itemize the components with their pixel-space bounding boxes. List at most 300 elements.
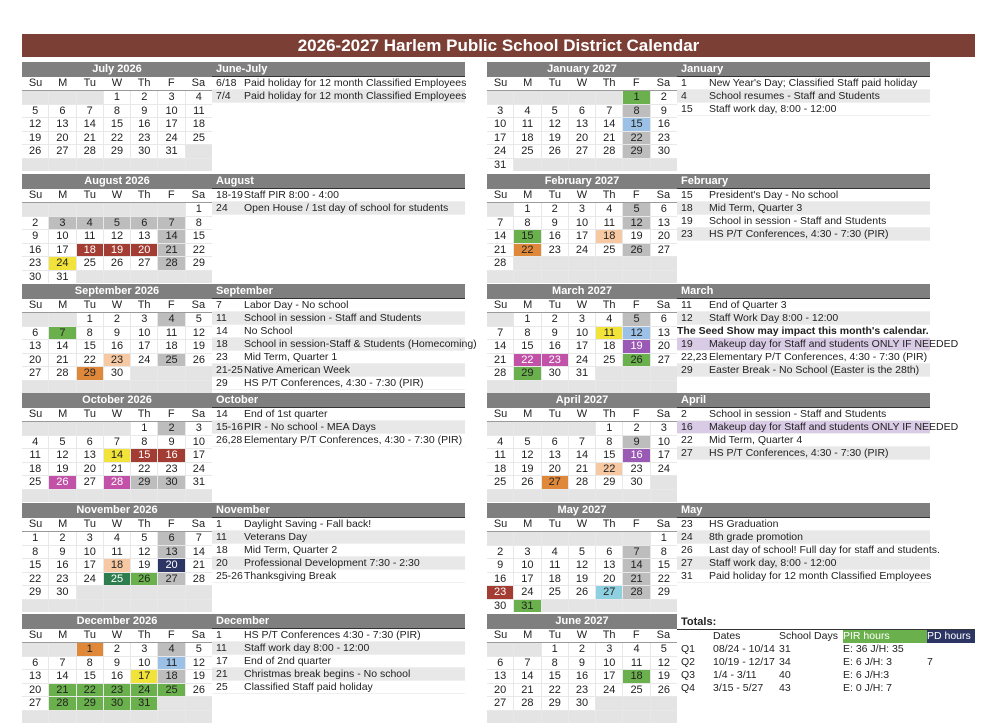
day-cell[interactable]: 4 [623, 643, 649, 656]
day-cell[interactable]: 20 [651, 340, 677, 353]
day-cell[interactable]: 19 [623, 230, 649, 243]
day-cell[interactable]: 18 [104, 559, 130, 572]
day-cell[interactable]: 20 [77, 463, 103, 476]
day-cell[interactable]: 23 [569, 684, 595, 697]
day-cell[interactable]: 31 [514, 600, 540, 613]
day-cell[interactable]: 30 [131, 145, 157, 158]
day-cell[interactable]: 14 [49, 670, 75, 683]
day-cell[interactable]: 6 [487, 657, 513, 670]
day-cell[interactable]: 16 [651, 118, 677, 131]
day-cell[interactable]: 13 [22, 670, 48, 683]
day-cell[interactable]: 1 [77, 313, 103, 326]
day-cell[interactable]: 29 [186, 257, 212, 270]
day-cell[interactable]: 26 [49, 476, 75, 489]
day-cell[interactable]: 2 [569, 643, 595, 656]
day-cell[interactable]: 25 [487, 476, 513, 489]
day-cell[interactable]: 14 [569, 449, 595, 462]
day-cell[interactable]: 20 [22, 684, 48, 697]
day-cell[interactable]: 5 [542, 105, 568, 118]
day-cell[interactable]: 11 [22, 449, 48, 462]
day-cell[interactable]: 15 [186, 230, 212, 243]
day-cell[interactable]: 12 [186, 657, 212, 670]
day-cell[interactable]: 17 [49, 244, 75, 257]
day-cell[interactable]: 2 [542, 313, 568, 326]
day-cell[interactable]: 4 [596, 313, 622, 326]
day-cell[interactable]: 3 [158, 91, 184, 104]
day-cell[interactable]: 6 [158, 532, 184, 545]
day-cell[interactable]: 25 [596, 244, 622, 257]
day-cell[interactable]: 14 [623, 559, 649, 572]
day-cell[interactable]: 10 [514, 559, 540, 572]
day-cell[interactable]: 12 [49, 449, 75, 462]
day-cell[interactable]: 18 [158, 670, 184, 683]
day-cell[interactable]: 27 [596, 586, 622, 599]
day-cell[interactable]: 25 [158, 354, 184, 367]
day-cell[interactable]: 21 [596, 132, 622, 145]
day-cell[interactable]: 28 [623, 586, 649, 599]
day-cell[interactable]: 5 [569, 546, 595, 559]
day-cell[interactable]: 31 [186, 476, 212, 489]
day-cell[interactable]: 28 [104, 476, 130, 489]
day-cell[interactable]: 27 [22, 367, 48, 380]
day-cell[interactable]: 24 [131, 684, 157, 697]
day-cell[interactable]: 28 [77, 145, 103, 158]
day-cell[interactable]: 19 [131, 559, 157, 572]
day-cell[interactable]: 26 [186, 684, 212, 697]
day-cell[interactable]: 13 [569, 118, 595, 131]
day-cell[interactable]: 12 [514, 449, 540, 462]
day-cell[interactable]: 27 [487, 697, 513, 710]
day-cell[interactable]: 19 [569, 573, 595, 586]
day-cell[interactable]: 3 [186, 422, 212, 435]
day-cell[interactable]: 16 [104, 670, 130, 683]
day-cell[interactable]: 28 [158, 257, 184, 270]
day-cell[interactable]: 2 [623, 422, 649, 435]
day-cell[interactable]: 24 [131, 354, 157, 367]
day-cell[interactable]: 17 [569, 340, 595, 353]
day-cell[interactable]: 9 [487, 559, 513, 572]
day-cell[interactable]: 14 [186, 546, 212, 559]
day-cell[interactable]: 13 [487, 670, 513, 683]
day-cell[interactable]: 21 [623, 573, 649, 586]
day-cell[interactable]: 12 [104, 230, 130, 243]
day-cell[interactable]: 11 [542, 559, 568, 572]
day-cell[interactable]: 22 [131, 463, 157, 476]
day-cell[interactable]: 4 [104, 532, 130, 545]
day-cell[interactable]: 1 [542, 643, 568, 656]
day-cell[interactable]: 5 [514, 436, 540, 449]
day-cell[interactable]: 13 [49, 118, 75, 131]
day-cell[interactable]: 11 [104, 546, 130, 559]
day-cell[interactable]: 5 [104, 217, 130, 230]
day-cell[interactable]: 11 [596, 327, 622, 340]
day-cell[interactable]: 12 [186, 327, 212, 340]
day-cell[interactable]: 17 [158, 118, 184, 131]
day-cell[interactable]: 30 [542, 367, 568, 380]
day-cell[interactable]: 21 [514, 684, 540, 697]
day-cell[interactable]: 5 [623, 313, 649, 326]
day-cell[interactable]: 7 [49, 657, 75, 670]
day-cell[interactable]: 16 [22, 244, 48, 257]
day-cell[interactable]: 21 [49, 354, 75, 367]
day-cell[interactable]: 3 [131, 643, 157, 656]
day-cell[interactable]: 15 [514, 230, 540, 243]
day-cell[interactable]: 15 [596, 449, 622, 462]
day-cell[interactable]: 22 [514, 354, 540, 367]
day-cell[interactable]: 18 [77, 244, 103, 257]
day-cell[interactable]: 31 [49, 271, 75, 284]
day-cell[interactable]: 19 [104, 244, 130, 257]
day-cell[interactable]: 14 [487, 340, 513, 353]
day-cell[interactable]: 25 [623, 684, 649, 697]
day-cell[interactable]: 10 [77, 546, 103, 559]
day-cell[interactable]: 1 [514, 203, 540, 216]
day-cell[interactable]: 20 [487, 684, 513, 697]
day-cell[interactable]: 18 [596, 340, 622, 353]
day-cell[interactable]: 2 [542, 203, 568, 216]
day-cell[interactable]: 28 [186, 573, 212, 586]
day-cell[interactable]: 14 [514, 670, 540, 683]
day-cell[interactable]: 24 [158, 132, 184, 145]
day-cell[interactable]: 25 [514, 145, 540, 158]
day-cell[interactable]: 19 [542, 132, 568, 145]
day-cell[interactable]: 6 [77, 436, 103, 449]
day-cell[interactable]: 17 [77, 559, 103, 572]
day-cell[interactable]: 8 [514, 217, 540, 230]
day-cell[interactable]: 16 [158, 449, 184, 462]
day-cell[interactable]: 17 [131, 670, 157, 683]
day-cell[interactable]: 3 [514, 546, 540, 559]
day-cell[interactable]: 10 [49, 230, 75, 243]
day-cell[interactable]: 15 [104, 118, 130, 131]
day-cell[interactable]: 3 [596, 643, 622, 656]
day-cell[interactable]: 27 [158, 573, 184, 586]
day-cell[interactable]: 2 [104, 313, 130, 326]
day-cell[interactable]: 1 [514, 313, 540, 326]
day-cell[interactable]: 28 [487, 367, 513, 380]
day-cell[interactable]: 16 [487, 573, 513, 586]
day-cell[interactable]: 6 [542, 436, 568, 449]
day-cell[interactable]: 24 [569, 354, 595, 367]
day-cell[interactable]: 11 [186, 105, 212, 118]
day-cell[interactable]: 15 [77, 340, 103, 353]
day-cell[interactable]: 14 [596, 118, 622, 131]
day-cell[interactable]: 26 [623, 244, 649, 257]
day-cell[interactable]: 7 [487, 327, 513, 340]
day-cell[interactable]: 19 [186, 670, 212, 683]
day-cell[interactable]: 17 [131, 340, 157, 353]
day-cell[interactable]: 15 [623, 118, 649, 131]
day-cell[interactable]: 13 [651, 217, 677, 230]
day-cell[interactable]: 29 [651, 586, 677, 599]
day-cell[interactable]: 22 [542, 684, 568, 697]
day-cell[interactable]: 27 [542, 476, 568, 489]
day-cell[interactable]: 16 [131, 118, 157, 131]
day-cell[interactable]: 14 [49, 340, 75, 353]
day-cell[interactable]: 30 [487, 600, 513, 613]
day-cell[interactable]: 18 [596, 230, 622, 243]
day-cell[interactable]: 1 [22, 532, 48, 545]
day-cell[interactable]: 26 [651, 684, 677, 697]
day-cell[interactable]: 31 [487, 159, 513, 172]
day-cell[interactable]: 8 [596, 436, 622, 449]
day-cell[interactable]: 23 [22, 257, 48, 270]
day-cell[interactable]: 9 [104, 327, 130, 340]
day-cell[interactable]: 22 [104, 132, 130, 145]
day-cell[interactable]: 17 [514, 573, 540, 586]
day-cell[interactable]: 16 [104, 340, 130, 353]
day-cell[interactable]: 19 [186, 340, 212, 353]
day-cell[interactable]: 20 [131, 244, 157, 257]
day-cell[interactable]: 25 [77, 257, 103, 270]
day-cell[interactable]: 12 [623, 327, 649, 340]
day-cell[interactable]: 23 [651, 132, 677, 145]
day-cell[interactable]: 9 [542, 217, 568, 230]
day-cell[interactable]: 24 [596, 684, 622, 697]
day-cell[interactable]: 29 [77, 367, 103, 380]
day-cell[interactable]: 30 [569, 697, 595, 710]
day-cell[interactable]: 23 [542, 244, 568, 257]
day-cell[interactable]: 24 [569, 244, 595, 257]
day-cell[interactable]: 30 [623, 476, 649, 489]
day-cell[interactable]: 21 [487, 354, 513, 367]
day-cell[interactable]: 30 [49, 586, 75, 599]
day-cell[interactable]: 1 [104, 91, 130, 104]
day-cell[interactable]: 20 [22, 354, 48, 367]
day-cell[interactable]: 18 [623, 670, 649, 683]
day-cell[interactable]: 11 [158, 657, 184, 670]
day-cell[interactable]: 5 [623, 203, 649, 216]
day-cell[interactable]: 17 [186, 449, 212, 462]
day-cell[interactable]: 7 [623, 546, 649, 559]
day-cell[interactable]: 1 [186, 203, 212, 216]
day-cell[interactable]: 17 [651, 449, 677, 462]
day-cell[interactable]: 16 [623, 449, 649, 462]
day-cell[interactable]: 20 [651, 230, 677, 243]
day-cell[interactable]: 15 [77, 670, 103, 683]
day-cell[interactable]: 10 [569, 217, 595, 230]
day-cell[interactable]: 29 [77, 697, 103, 710]
day-cell[interactable]: 1 [77, 643, 103, 656]
day-cell[interactable]: 26 [542, 145, 568, 158]
day-cell[interactable]: 22 [651, 573, 677, 586]
day-cell[interactable]: 25 [104, 573, 130, 586]
day-cell[interactable]: 23 [104, 354, 130, 367]
day-cell[interactable]: 23 [131, 132, 157, 145]
day-cell[interactable]: 20 [542, 463, 568, 476]
day-cell[interactable]: 25 [542, 586, 568, 599]
day-cell[interactable]: 23 [104, 684, 130, 697]
day-cell[interactable]: 17 [596, 670, 622, 683]
day-cell[interactable]: 1 [623, 91, 649, 104]
day-cell[interactable]: 20 [569, 132, 595, 145]
day-cell[interactable]: 9 [542, 327, 568, 340]
day-cell[interactable]: 24 [487, 145, 513, 158]
day-cell[interactable]: 12 [131, 546, 157, 559]
day-cell[interactable]: 21 [158, 244, 184, 257]
day-cell[interactable]: 21 [487, 244, 513, 257]
day-cell[interactable]: 2 [158, 422, 184, 435]
day-cell[interactable]: 6 [22, 657, 48, 670]
day-cell[interactable]: 7 [514, 657, 540, 670]
day-cell[interactable]: 30 [158, 476, 184, 489]
day-cell[interactable]: 8 [542, 657, 568, 670]
day-cell[interactable]: 4 [514, 105, 540, 118]
day-cell[interactable]: 22 [77, 354, 103, 367]
day-cell[interactable]: 4 [22, 436, 48, 449]
day-cell[interactable]: 2 [131, 91, 157, 104]
day-cell[interactable]: 12 [542, 118, 568, 131]
day-cell[interactable]: 20 [49, 132, 75, 145]
day-cell[interactable]: 16 [49, 559, 75, 572]
day-cell[interactable]: 22 [596, 463, 622, 476]
day-cell[interactable]: 5 [22, 105, 48, 118]
day-cell[interactable]: 22 [623, 132, 649, 145]
day-cell[interactable]: 30 [22, 271, 48, 284]
day-cell[interactable]: 10 [487, 118, 513, 131]
day-cell[interactable]: 21 [186, 559, 212, 572]
day-cell[interactable]: 6 [651, 313, 677, 326]
day-cell[interactable]: 3 [49, 217, 75, 230]
day-cell[interactable]: 5 [186, 643, 212, 656]
day-cell[interactable]: 20 [158, 559, 184, 572]
day-cell[interactable]: 8 [104, 105, 130, 118]
day-cell[interactable]: 24 [514, 586, 540, 599]
day-cell[interactable]: 27 [49, 145, 75, 158]
day-cell[interactable]: 27 [22, 697, 48, 710]
day-cell[interactable]: 26 [186, 354, 212, 367]
day-cell[interactable]: 1 [651, 532, 677, 545]
day-cell[interactable]: 21 [77, 132, 103, 145]
day-cell[interactable]: 11 [596, 217, 622, 230]
day-cell[interactable]: 12 [22, 118, 48, 131]
day-cell[interactable]: 19 [22, 132, 48, 145]
day-cell[interactable]: 7 [49, 327, 75, 340]
day-cell[interactable]: 27 [131, 257, 157, 270]
day-cell[interactable]: 14 [104, 449, 130, 462]
day-cell[interactable]: 6 [49, 105, 75, 118]
day-cell[interactable]: 8 [186, 217, 212, 230]
day-cell[interactable]: 5 [49, 436, 75, 449]
day-cell[interactable]: 11 [623, 657, 649, 670]
day-cell[interactable]: 2 [104, 643, 130, 656]
day-cell[interactable]: 15 [131, 449, 157, 462]
day-cell[interactable]: 23 [623, 463, 649, 476]
day-cell[interactable]: 16 [569, 670, 595, 683]
day-cell[interactable]: 30 [104, 697, 130, 710]
day-cell[interactable]: 29 [542, 697, 568, 710]
day-cell[interactable]: 14 [158, 230, 184, 243]
day-cell[interactable]: 26 [104, 257, 130, 270]
day-cell[interactable]: 21 [49, 684, 75, 697]
day-cell[interactable]: 4 [158, 313, 184, 326]
day-cell[interactable]: 12 [569, 559, 595, 572]
day-cell[interactable]: 5 [186, 313, 212, 326]
day-cell[interactable]: 3 [569, 203, 595, 216]
day-cell[interactable]: 19 [514, 463, 540, 476]
day-cell[interactable]: 25 [596, 354, 622, 367]
day-cell[interactable]: 26 [22, 145, 48, 158]
day-cell[interactable]: 13 [542, 449, 568, 462]
day-cell[interactable]: 20 [596, 573, 622, 586]
day-cell[interactable]: 7 [158, 217, 184, 230]
day-cell[interactable]: 15 [514, 340, 540, 353]
day-cell[interactable]: 30 [104, 367, 130, 380]
day-cell[interactable]: 13 [131, 230, 157, 243]
day-cell[interactable]: 28 [596, 145, 622, 158]
day-cell[interactable]: 25 [186, 132, 212, 145]
day-cell[interactable]: 29 [131, 476, 157, 489]
day-cell[interactable]: 25 [22, 476, 48, 489]
day-cell[interactable]: 26 [514, 476, 540, 489]
day-cell[interactable]: 4 [542, 546, 568, 559]
day-cell[interactable]: 10 [131, 327, 157, 340]
day-cell[interactable]: 26 [623, 354, 649, 367]
day-cell[interactable]: 7 [596, 105, 622, 118]
day-cell[interactable]: 8 [77, 657, 103, 670]
day-cell[interactable]: 8 [514, 327, 540, 340]
day-cell[interactable]: 27 [651, 354, 677, 367]
day-cell[interactable]: 31 [131, 697, 157, 710]
day-cell[interactable]: 4 [186, 91, 212, 104]
day-cell[interactable]: 1 [131, 422, 157, 435]
day-cell[interactable]: 28 [569, 476, 595, 489]
day-cell[interactable]: 28 [514, 697, 540, 710]
day-cell[interactable]: 24 [651, 463, 677, 476]
day-cell[interactable]: 17 [487, 132, 513, 145]
day-cell[interactable]: 23 [487, 586, 513, 599]
day-cell[interactable]: 23 [49, 573, 75, 586]
day-cell[interactable]: 15 [22, 559, 48, 572]
day-cell[interactable]: 9 [131, 105, 157, 118]
day-cell[interactable]: 3 [77, 532, 103, 545]
day-cell[interactable]: 24 [186, 463, 212, 476]
day-cell[interactable]: 7 [77, 105, 103, 118]
day-cell[interactable]: 10 [186, 436, 212, 449]
day-cell[interactable]: 10 [131, 657, 157, 670]
day-cell[interactable]: 5 [131, 532, 157, 545]
day-cell[interactable]: 26 [569, 586, 595, 599]
day-cell[interactable]: 8 [22, 546, 48, 559]
day-cell[interactable]: 29 [22, 586, 48, 599]
day-cell[interactable]: 11 [487, 449, 513, 462]
day-cell[interactable]: 19 [623, 340, 649, 353]
day-cell[interactable]: 6 [651, 203, 677, 216]
day-cell[interactable]: 16 [542, 230, 568, 243]
day-cell[interactable]: 7 [569, 436, 595, 449]
day-cell[interactable]: 12 [623, 217, 649, 230]
day-cell[interactable]: 18 [514, 132, 540, 145]
day-cell[interactable]: 26 [131, 573, 157, 586]
day-cell[interactable]: 3 [131, 313, 157, 326]
day-cell[interactable]: 23 [158, 463, 184, 476]
day-cell[interactable]: 21 [569, 463, 595, 476]
day-cell[interactable]: 30 [651, 145, 677, 158]
day-cell[interactable]: 27 [651, 244, 677, 257]
day-cell[interactable]: 27 [77, 476, 103, 489]
day-cell[interactable]: 13 [77, 449, 103, 462]
day-cell[interactable]: 9 [158, 436, 184, 449]
day-cell[interactable]: 29 [623, 145, 649, 158]
day-cell[interactable]: 19 [651, 670, 677, 683]
day-cell[interactable]: 12 [651, 657, 677, 670]
day-cell[interactable]: 9 [49, 546, 75, 559]
day-cell[interactable]: 18 [22, 463, 48, 476]
day-cell[interactable]: 31 [158, 145, 184, 158]
day-cell[interactable]: 24 [77, 573, 103, 586]
day-cell[interactable]: 5 [651, 643, 677, 656]
day-cell[interactable]: 8 [623, 105, 649, 118]
